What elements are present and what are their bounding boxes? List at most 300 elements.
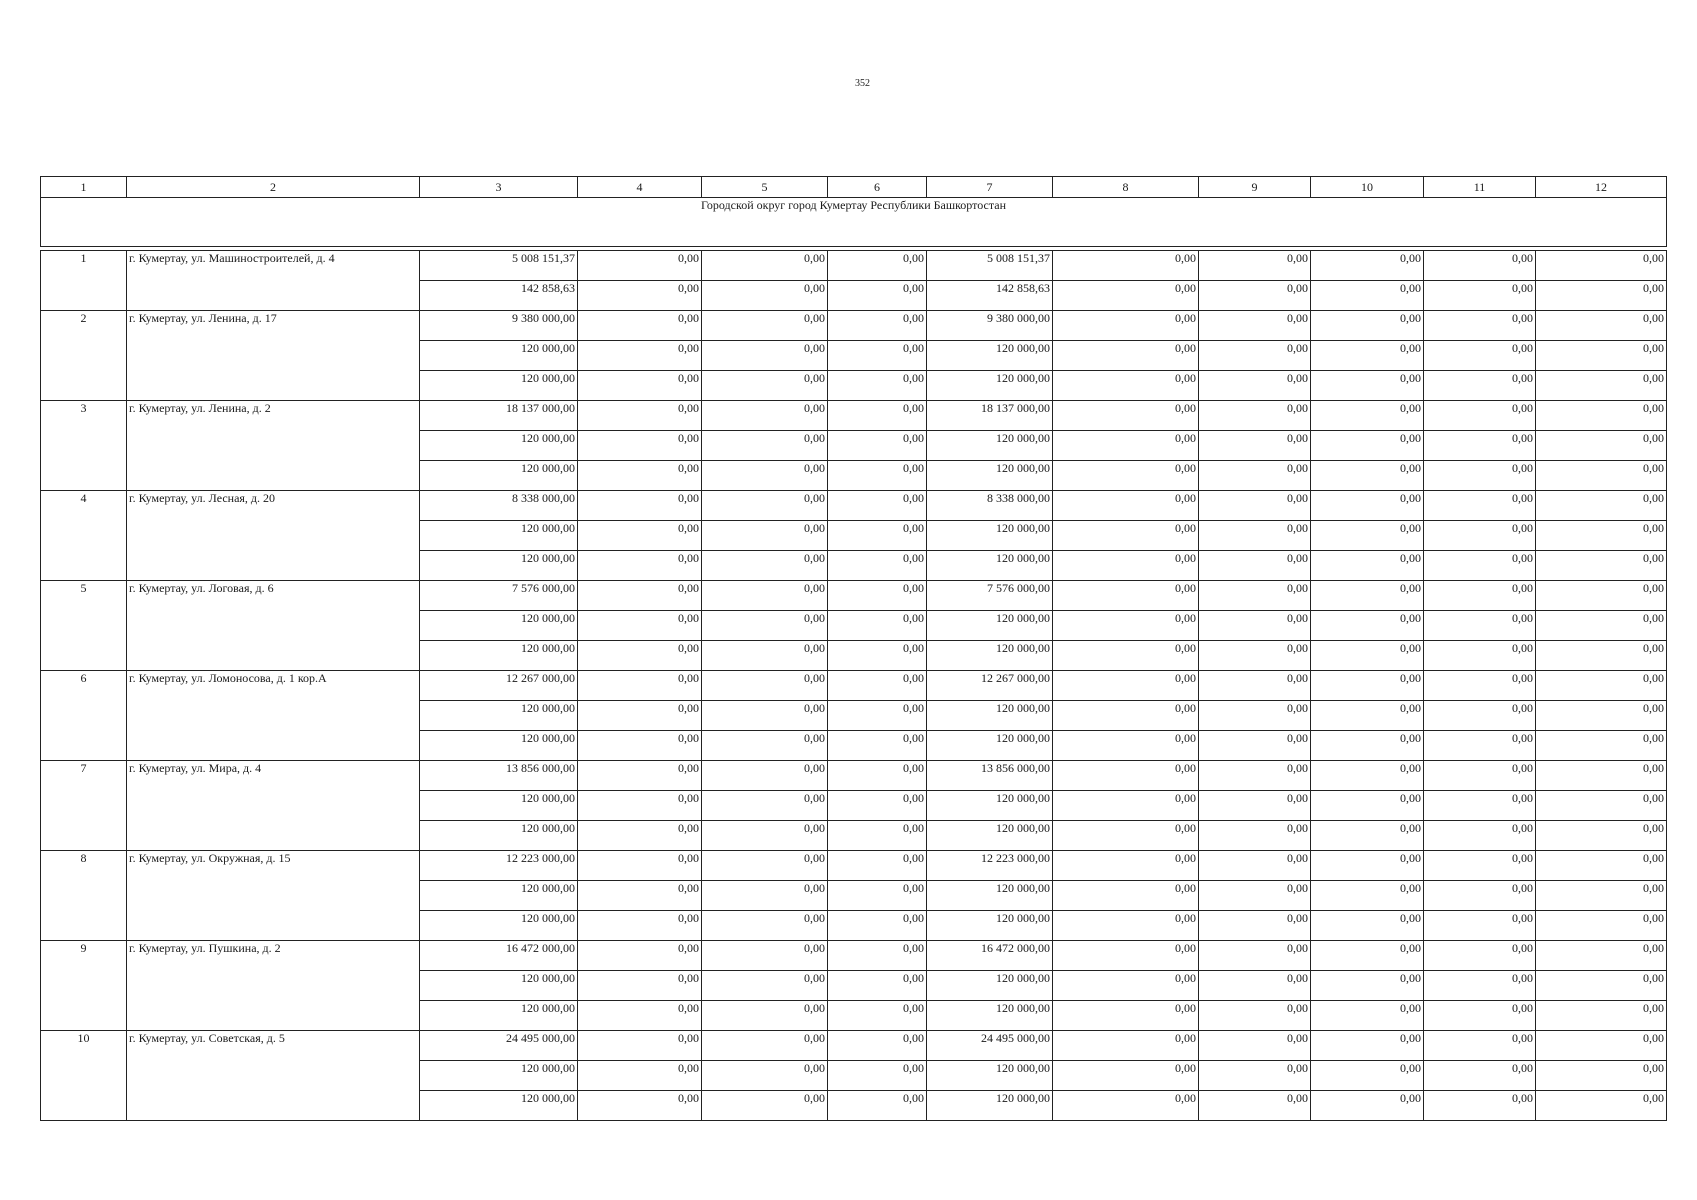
row-index: 2 <box>41 311 127 401</box>
value-cell: 120 000,00 <box>420 641 578 671</box>
value-cell: 0,00 <box>1053 701 1199 731</box>
value-cell: 0,00 <box>1424 1031 1536 1061</box>
table-row <box>41 761 1667 791</box>
value-cell: 0,00 <box>828 251 927 281</box>
value-cell: 0,00 <box>702 791 828 821</box>
value-cell: 0,00 <box>1199 821 1311 851</box>
value-cell: 0,00 <box>578 1001 702 1031</box>
value-cell: 0,00 <box>1199 491 1311 521</box>
value-cell: 0,00 <box>578 911 702 941</box>
address-cell: г. Кумертау, ул. Пушкина, д. 2 <box>127 941 420 1031</box>
value-cell: 0,00 <box>1199 1091 1311 1121</box>
value-cell: 0,00 <box>1311 461 1424 491</box>
value-cell: 0,00 <box>1199 371 1311 401</box>
value-cell: 24 495 000,00 <box>420 1031 578 1061</box>
value-cell: 0,00 <box>702 761 828 791</box>
value-cell: 0,00 <box>1053 1031 1199 1061</box>
value-cell: 0,00 <box>1424 881 1536 911</box>
value-cell: 120 000,00 <box>420 611 578 641</box>
value-cell: 120 000,00 <box>420 461 578 491</box>
value-cell: 0,00 <box>1053 1001 1199 1031</box>
value-cell: 0,00 <box>828 1031 927 1061</box>
value-cell: 0,00 <box>1424 791 1536 821</box>
row-index: 7 <box>41 761 127 851</box>
value-cell: 0,00 <box>702 641 828 671</box>
value-cell: 7 576 000,00 <box>927 581 1053 611</box>
value-cell: 0,00 <box>702 731 828 761</box>
column-header: 10 <box>1311 177 1424 198</box>
value-cell: 0,00 <box>1311 731 1424 761</box>
address-cell: г. Кумертау, ул. Ленина, д. 2 <box>127 401 420 491</box>
value-cell: 0,00 <box>1053 611 1199 641</box>
value-cell: 0,00 <box>828 941 927 971</box>
value-cell: 0,00 <box>1536 731 1667 761</box>
value-cell: 0,00 <box>828 521 927 551</box>
value-cell: 0,00 <box>1199 311 1311 341</box>
value-cell: 0,00 <box>1424 641 1536 671</box>
column-header-row <box>41 177 1667 198</box>
value-cell: 0,00 <box>702 851 828 881</box>
value-cell: 0,00 <box>1311 791 1424 821</box>
value-cell: 120 000,00 <box>927 341 1053 371</box>
value-cell: 142 858,63 <box>927 281 1053 311</box>
value-cell: 120 000,00 <box>420 731 578 761</box>
table-row <box>41 851 1667 881</box>
column-header: 8 <box>1053 177 1199 198</box>
value-cell: 120 000,00 <box>927 821 1053 851</box>
value-cell: 0,00 <box>1311 401 1424 431</box>
value-cell: 0,00 <box>828 311 927 341</box>
value-cell: 0,00 <box>1199 881 1311 911</box>
column-header: 5 <box>702 177 828 198</box>
value-cell: 0,00 <box>1536 461 1667 491</box>
value-cell: 0,00 <box>1424 701 1536 731</box>
value-cell: 0,00 <box>1053 401 1199 431</box>
value-cell: 0,00 <box>702 461 828 491</box>
value-cell: 7 576 000,00 <box>420 581 578 611</box>
value-cell: 0,00 <box>828 491 927 521</box>
value-cell: 16 472 000,00 <box>927 941 1053 971</box>
value-cell: 0,00 <box>578 311 702 341</box>
value-cell: 0,00 <box>1424 461 1536 491</box>
address-cell: г. Кумертау, ул. Машиностроителей, д. 4 <box>127 251 420 311</box>
value-cell: 0,00 <box>828 671 927 701</box>
value-cell: 0,00 <box>1536 371 1667 401</box>
value-cell: 0,00 <box>1424 821 1536 851</box>
column-header: 2 <box>127 177 420 198</box>
value-cell: 0,00 <box>578 971 702 1001</box>
value-cell: 0,00 <box>1424 521 1536 551</box>
row-index: 5 <box>41 581 127 671</box>
value-cell: 0,00 <box>578 461 702 491</box>
address-cell: г. Кумертау, ул. Мира, д. 4 <box>127 761 420 851</box>
value-cell: 0,00 <box>1424 341 1536 371</box>
value-cell: 0,00 <box>1311 671 1424 701</box>
value-cell: 0,00 <box>1053 731 1199 761</box>
value-cell: 0,00 <box>828 1001 927 1031</box>
value-cell: 13 856 000,00 <box>420 761 578 791</box>
value-cell: 0,00 <box>578 641 702 671</box>
value-cell: 0,00 <box>1199 851 1311 881</box>
value-cell: 0,00 <box>1053 941 1199 971</box>
value-cell: 0,00 <box>1424 371 1536 401</box>
value-cell: 0,00 <box>1536 431 1667 461</box>
value-cell: 0,00 <box>828 461 927 491</box>
value-cell: 0,00 <box>828 701 927 731</box>
value-cell: 0,00 <box>828 551 927 581</box>
value-cell: 0,00 <box>1424 281 1536 311</box>
value-cell: 120 000,00 <box>420 911 578 941</box>
value-cell: 120 000,00 <box>420 971 578 1001</box>
column-header: 7 <box>927 177 1053 198</box>
value-cell: 12 223 000,00 <box>420 851 578 881</box>
value-cell: 0,00 <box>828 731 927 761</box>
value-cell: 0,00 <box>1311 431 1424 461</box>
value-cell: 0,00 <box>1199 791 1311 821</box>
value-cell: 0,00 <box>702 401 828 431</box>
value-cell: 0,00 <box>578 881 702 911</box>
value-cell: 120 000,00 <box>927 371 1053 401</box>
value-cell: 0,00 <box>828 431 927 461</box>
value-cell: 0,00 <box>1536 581 1667 611</box>
value-cell: 0,00 <box>1053 281 1199 311</box>
value-cell: 0,00 <box>1053 371 1199 401</box>
value-cell: 120 000,00 <box>420 1091 578 1121</box>
value-cell: 120 000,00 <box>927 911 1053 941</box>
column-header: 11 <box>1424 177 1536 198</box>
value-cell: 0,00 <box>828 851 927 881</box>
value-cell: 0,00 <box>1311 341 1424 371</box>
value-cell: 0,00 <box>1053 491 1199 521</box>
table-row <box>41 311 1667 341</box>
value-cell: 0,00 <box>1424 1001 1536 1031</box>
value-cell: 0,00 <box>702 581 828 611</box>
value-cell: 0,00 <box>1199 611 1311 641</box>
value-cell: 0,00 <box>702 431 828 461</box>
value-cell: 24 495 000,00 <box>927 1031 1053 1061</box>
value-cell: 0,00 <box>578 551 702 581</box>
table-row <box>41 581 1667 611</box>
value-cell: 0,00 <box>1536 1001 1667 1031</box>
value-cell: 8 338 000,00 <box>420 491 578 521</box>
value-cell: 0,00 <box>578 851 702 881</box>
value-cell: 0,00 <box>1199 1001 1311 1031</box>
value-cell: 0,00 <box>578 1091 702 1121</box>
value-cell: 0,00 <box>702 251 828 281</box>
address-cell: г. Кумертау, ул. Ломоносова, д. 1 кор.А <box>127 671 420 761</box>
value-cell: 0,00 <box>578 821 702 851</box>
value-cell: 0,00 <box>578 941 702 971</box>
value-cell: 0,00 <box>1424 911 1536 941</box>
value-cell: 0,00 <box>702 611 828 641</box>
value-cell: 0,00 <box>1536 881 1667 911</box>
value-cell: 120 000,00 <box>420 881 578 911</box>
value-cell: 120 000,00 <box>420 521 578 551</box>
value-cell: 5 008 151,37 <box>927 251 1053 281</box>
row-index: 9 <box>41 941 127 1031</box>
value-cell: 0,00 <box>1053 641 1199 671</box>
value-cell: 0,00 <box>702 371 828 401</box>
table-body <box>41 177 1667 1121</box>
value-cell: 0,00 <box>1053 431 1199 461</box>
value-cell: 0,00 <box>1311 281 1424 311</box>
value-cell: 120 000,00 <box>927 1001 1053 1031</box>
value-cell: 0,00 <box>828 581 927 611</box>
value-cell: 0,00 <box>1199 431 1311 461</box>
value-cell: 0,00 <box>1053 1091 1199 1121</box>
value-cell: 0,00 <box>1199 341 1311 371</box>
value-cell: 0,00 <box>828 1061 927 1091</box>
value-cell: 0,00 <box>1424 1061 1536 1091</box>
value-cell: 0,00 <box>1536 341 1667 371</box>
value-cell: 0,00 <box>702 341 828 371</box>
column-header: 1 <box>41 177 127 198</box>
value-cell: 0,00 <box>1424 431 1536 461</box>
value-cell: 0,00 <box>1053 851 1199 881</box>
page-number: 352 <box>855 78 870 89</box>
value-cell: 120 000,00 <box>420 701 578 731</box>
value-cell: 12 223 000,00 <box>927 851 1053 881</box>
value-cell: 0,00 <box>578 401 702 431</box>
value-cell: 0,00 <box>1536 611 1667 641</box>
value-cell: 0,00 <box>578 671 702 701</box>
value-cell: 0,00 <box>1536 281 1667 311</box>
value-cell: 0,00 <box>1536 941 1667 971</box>
value-cell: 0,00 <box>702 551 828 581</box>
value-cell: 0,00 <box>702 941 828 971</box>
value-cell: 0,00 <box>1311 491 1424 521</box>
value-cell: 18 137 000,00 <box>420 401 578 431</box>
column-header: 6 <box>828 177 927 198</box>
value-cell: 0,00 <box>1536 521 1667 551</box>
address-cell: г. Кумертау, ул. Окружная, д. 15 <box>127 851 420 941</box>
column-header: 12 <box>1536 177 1667 198</box>
value-cell: 120 000,00 <box>420 371 578 401</box>
value-cell: 0,00 <box>578 521 702 551</box>
value-cell: 0,00 <box>578 581 702 611</box>
value-cell: 0,00 <box>1424 971 1536 1001</box>
value-cell: 0,00 <box>1536 821 1667 851</box>
value-cell: 0,00 <box>1536 401 1667 431</box>
value-cell: 120 000,00 <box>927 701 1053 731</box>
value-cell: 0,00 <box>1536 851 1667 881</box>
value-cell: 0,00 <box>1053 1061 1199 1091</box>
value-cell: 0,00 <box>1053 791 1199 821</box>
value-cell: 0,00 <box>1424 671 1536 701</box>
value-cell: 0,00 <box>1311 521 1424 551</box>
value-cell: 18 137 000,00 <box>927 401 1053 431</box>
register-table <box>40 176 1667 1121</box>
row-index: 10 <box>41 1031 127 1121</box>
value-cell: 0,00 <box>578 701 702 731</box>
value-cell: 0,00 <box>1536 251 1667 281</box>
value-cell: 0,00 <box>702 281 828 311</box>
value-cell: 0,00 <box>1424 401 1536 431</box>
value-cell: 0,00 <box>1424 491 1536 521</box>
region-title: Городской округ город Кумертау Республики Башкортостан <box>41 198 1667 247</box>
value-cell: 120 000,00 <box>420 791 578 821</box>
value-cell: 5 008 151,37 <box>420 251 578 281</box>
value-cell: 8 338 000,00 <box>927 491 1053 521</box>
value-cell: 0,00 <box>1424 1091 1536 1121</box>
value-cell: 0,00 <box>1311 1061 1424 1091</box>
value-cell: 0,00 <box>828 1091 927 1121</box>
value-cell: 0,00 <box>702 971 828 1001</box>
value-cell: 0,00 <box>702 671 828 701</box>
value-cell: 0,00 <box>578 371 702 401</box>
value-cell: 0,00 <box>1199 971 1311 1001</box>
value-cell: 0,00 <box>1311 251 1424 281</box>
value-cell: 120 000,00 <box>927 881 1053 911</box>
value-cell: 0,00 <box>578 491 702 521</box>
value-cell: 12 267 000,00 <box>420 671 578 701</box>
value-cell: 0,00 <box>1053 251 1199 281</box>
value-cell: 9 380 000,00 <box>927 311 1053 341</box>
table-row <box>41 491 1667 521</box>
value-cell: 0,00 <box>1053 761 1199 791</box>
value-cell: 0,00 <box>828 281 927 311</box>
value-cell: 0,00 <box>828 401 927 431</box>
column-header: 4 <box>578 177 702 198</box>
value-cell: 0,00 <box>702 911 828 941</box>
value-cell: 0,00 <box>1424 251 1536 281</box>
value-cell: 142 858,63 <box>420 281 578 311</box>
value-cell: 0,00 <box>1536 551 1667 581</box>
value-cell: 0,00 <box>1424 851 1536 881</box>
value-cell: 0,00 <box>828 971 927 1001</box>
value-cell: 0,00 <box>1053 461 1199 491</box>
value-cell: 0,00 <box>1536 1031 1667 1061</box>
value-cell: 0,00 <box>702 311 828 341</box>
address-cell: г. Кумертау, ул. Логовая, д. 6 <box>127 581 420 671</box>
value-cell: 0,00 <box>1311 551 1424 581</box>
value-cell: 0,00 <box>1053 341 1199 371</box>
value-cell: 0,00 <box>1424 551 1536 581</box>
value-cell: 120 000,00 <box>927 791 1053 821</box>
value-cell: 0,00 <box>702 1061 828 1091</box>
value-cell: 0,00 <box>1424 731 1536 761</box>
value-cell: 0,00 <box>1311 701 1424 731</box>
value-cell: 0,00 <box>1424 581 1536 611</box>
value-cell: 0,00 <box>1424 611 1536 641</box>
value-cell: 0,00 <box>1199 911 1311 941</box>
value-cell: 0,00 <box>1311 761 1424 791</box>
table-row <box>41 671 1667 701</box>
value-cell: 0,00 <box>828 341 927 371</box>
value-cell: 0,00 <box>1536 671 1667 701</box>
value-cell: 0,00 <box>1536 791 1667 821</box>
value-cell: 0,00 <box>578 281 702 311</box>
value-cell: 120 000,00 <box>927 1061 1053 1091</box>
address-cell: г. Кумертау, ул. Ленина, д. 17 <box>127 311 420 401</box>
value-cell: 0,00 <box>702 521 828 551</box>
value-cell: 0,00 <box>1536 701 1667 731</box>
value-cell: 0,00 <box>1053 971 1199 1001</box>
value-cell: 0,00 <box>1199 731 1311 761</box>
value-cell: 0,00 <box>702 1001 828 1031</box>
value-cell: 0,00 <box>1311 821 1424 851</box>
value-cell: 0,00 <box>828 911 927 941</box>
value-cell: 0,00 <box>578 1061 702 1091</box>
value-cell: 0,00 <box>1199 761 1311 791</box>
value-cell: 0,00 <box>578 341 702 371</box>
value-cell: 0,00 <box>1199 401 1311 431</box>
value-cell: 0,00 <box>702 1091 828 1121</box>
value-cell: 0,00 <box>1536 311 1667 341</box>
value-cell: 0,00 <box>1199 581 1311 611</box>
value-cell: 0,00 <box>702 491 828 521</box>
value-cell: 12 267 000,00 <box>927 671 1053 701</box>
region-row <box>41 198 1667 247</box>
value-cell: 9 380 000,00 <box>420 311 578 341</box>
value-cell: 13 856 000,00 <box>927 761 1053 791</box>
value-cell: 0,00 <box>828 761 927 791</box>
value-cell: 0,00 <box>1536 911 1667 941</box>
value-cell: 0,00 <box>828 821 927 851</box>
value-cell: 0,00 <box>1311 881 1424 911</box>
value-cell: 0,00 <box>828 641 927 671</box>
value-cell: 0,00 <box>1311 941 1424 971</box>
value-cell: 120 000,00 <box>420 1001 578 1031</box>
value-cell: 0,00 <box>1311 1001 1424 1031</box>
value-cell: 0,00 <box>578 251 702 281</box>
value-cell: 0,00 <box>1536 971 1667 1001</box>
value-cell: 0,00 <box>1053 821 1199 851</box>
value-cell: 0,00 <box>578 1031 702 1061</box>
value-cell: 120 000,00 <box>420 1061 578 1091</box>
value-cell: 0,00 <box>828 881 927 911</box>
value-cell: 0,00 <box>1053 311 1199 341</box>
value-cell: 0,00 <box>1199 521 1311 551</box>
value-cell: 0,00 <box>578 431 702 461</box>
value-cell: 0,00 <box>1053 671 1199 701</box>
value-cell: 0,00 <box>1199 281 1311 311</box>
value-cell: 120 000,00 <box>927 611 1053 641</box>
address-cell: г. Кумертау, ул. Советская, д. 5 <box>127 1031 420 1121</box>
row-index: 4 <box>41 491 127 581</box>
value-cell: 0,00 <box>1199 551 1311 581</box>
column-header: 3 <box>420 177 578 198</box>
value-cell: 0,00 <box>1311 1091 1424 1121</box>
value-cell: 0,00 <box>578 791 702 821</box>
value-cell: 0,00 <box>702 881 828 911</box>
value-cell: 0,00 <box>1311 911 1424 941</box>
row-index: 1 <box>41 251 127 311</box>
value-cell: 120 000,00 <box>927 551 1053 581</box>
value-cell: 0,00 <box>1199 641 1311 671</box>
table-row <box>41 941 1667 971</box>
value-cell: 120 000,00 <box>927 431 1053 461</box>
value-cell: 0,00 <box>1311 641 1424 671</box>
row-index: 6 <box>41 671 127 761</box>
value-cell: 0,00 <box>578 761 702 791</box>
value-cell: 120 000,00 <box>927 1091 1053 1121</box>
value-cell: 0,00 <box>1311 371 1424 401</box>
address-cell: г. Кумертау, ул. Лесная, д. 20 <box>127 491 420 581</box>
value-cell: 0,00 <box>1199 461 1311 491</box>
value-cell: 0,00 <box>1536 641 1667 671</box>
value-cell: 0,00 <box>1536 1091 1667 1121</box>
value-cell: 0,00 <box>1311 851 1424 881</box>
column-header: 9 <box>1199 177 1311 198</box>
value-cell: 120 000,00 <box>420 341 578 371</box>
value-cell: 0,00 <box>828 371 927 401</box>
value-cell: 0,00 <box>578 731 702 761</box>
value-cell: 0,00 <box>1199 701 1311 731</box>
value-cell: 0,00 <box>1199 941 1311 971</box>
value-cell: 0,00 <box>1053 521 1199 551</box>
value-cell: 0,00 <box>1199 1031 1311 1061</box>
